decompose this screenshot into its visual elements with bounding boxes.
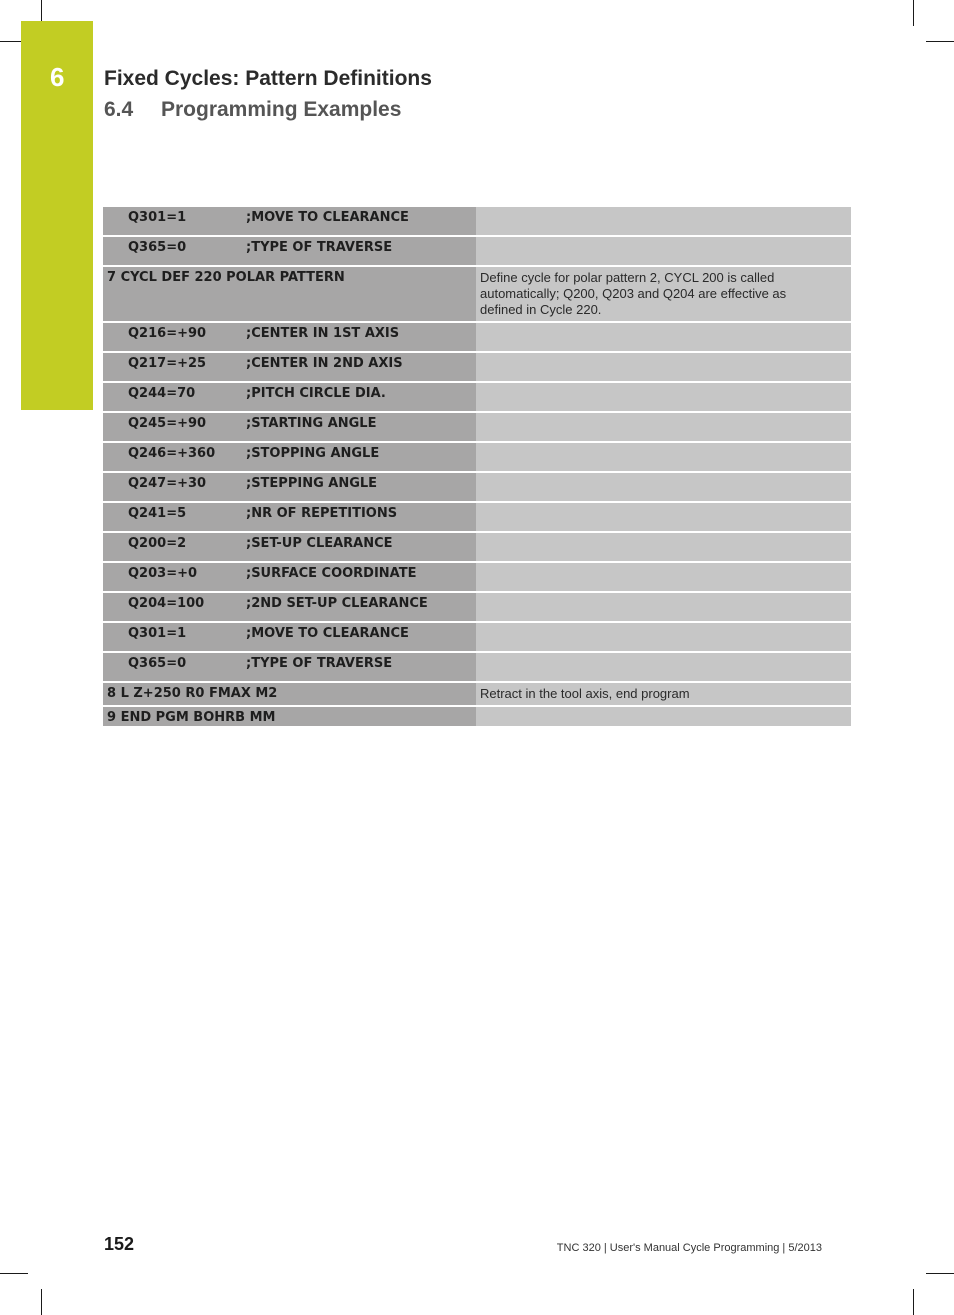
parameter-comment: ;SURFACE COORDINATE <box>246 566 417 581</box>
program-row <box>103 323 851 351</box>
parameter-name: Q241=5 <box>128 506 187 521</box>
description-cell <box>476 237 851 265</box>
program-row <box>103 267 851 321</box>
section-number: 6.4 <box>104 98 134 121</box>
code-cell <box>103 237 476 265</box>
code-cell <box>103 413 476 441</box>
code-cell <box>103 653 476 681</box>
parameter-comment: ;2ND SET-UP CLEARANCE <box>246 596 428 611</box>
parameter-name: Q203=+0 <box>128 566 198 581</box>
program-row <box>103 563 851 591</box>
code-cell <box>103 383 476 411</box>
program-row <box>103 533 851 561</box>
code-cell <box>103 353 476 381</box>
description-cell <box>476 323 851 351</box>
code-cell <box>103 443 476 471</box>
description-cell <box>476 473 851 501</box>
code-cell <box>103 323 476 351</box>
parameter-name: Q301=1 <box>128 210 187 225</box>
program-row <box>103 443 851 471</box>
description-cell <box>476 623 851 651</box>
section-title: Programming Examples <box>161 98 402 121</box>
parameter-name: Q247=+30 <box>128 476 207 491</box>
crop-mark <box>926 1273 954 1274</box>
parameter-comment: ;PITCH CIRCLE DIA. <box>246 386 386 401</box>
footer-text: TNC 320 | User's Manual Cycle Programming | 5/2013 <box>556 1242 822 1254</box>
parameter-comment: ;NR OF REPETITIONS <box>246 506 398 521</box>
program-row <box>103 383 851 411</box>
parameter-comment: ;MOVE TO CLEARANCE <box>246 210 409 225</box>
nc-program-table <box>103 205 851 728</box>
parameter-name: Q217=+25 <box>128 356 207 371</box>
code-cell <box>103 503 476 531</box>
description-cell <box>476 207 851 235</box>
parameter-comment: ;STOPPING ANGLE <box>246 446 380 461</box>
description-cell <box>476 563 851 591</box>
description-cell <box>476 383 851 411</box>
program-row <box>103 503 851 531</box>
description-cell <box>476 533 851 561</box>
program-row <box>103 683 851 705</box>
program-row <box>103 237 851 265</box>
parameter-name: Q200=2 <box>128 536 187 551</box>
parameter-comment: ;STEPPING ANGLE <box>246 476 378 491</box>
program-row <box>103 707 851 726</box>
parameter-name: Q245=+90 <box>128 416 207 431</box>
code-cell <box>103 563 476 591</box>
nc-block-code: 8 L Z+250 R0 FMAX M2 <box>103 683 476 705</box>
program-row <box>103 207 851 235</box>
chapter-number: 6 <box>50 62 65 92</box>
page-number: 152 <box>104 1234 135 1254</box>
parameter-comment: ;CENTER IN 2ND AXIS <box>246 356 403 371</box>
program-row <box>103 653 851 681</box>
code-cell <box>103 533 476 561</box>
crop-mark <box>913 0 914 26</box>
program-row <box>103 353 851 381</box>
description-cell <box>476 707 851 726</box>
parameter-name: Q365=0 <box>128 240 187 255</box>
parameter-name: Q301=1 <box>128 626 187 641</box>
description-cell <box>476 593 851 621</box>
description-cell: Define cycle for polar pattern 2, CYCL 200 is called automatically; Q200, Q203 and Q204 are effective as defined in Cycle 220. <box>476 267 851 321</box>
description-cell: Retract in the tool axis, end program <box>476 683 851 705</box>
code-cell <box>103 473 476 501</box>
parameter-comment: ;CENTER IN 1ST AXIS <box>246 326 400 341</box>
program-row <box>103 473 851 501</box>
parameter-comment: ;TYPE OF TRAVERSE <box>246 656 393 671</box>
description-cell <box>476 353 851 381</box>
description-cell <box>476 653 851 681</box>
parameter-name: Q365=0 <box>128 656 187 671</box>
parameter-name: Q244=70 <box>128 386 196 401</box>
parameter-comment: ;STARTING ANGLE <box>246 416 377 431</box>
parameter-name: Q216=+90 <box>128 326 207 341</box>
program-row <box>103 413 851 441</box>
parameter-comment: ;MOVE TO CLEARANCE <box>246 626 409 641</box>
code-cell <box>103 593 476 621</box>
crop-mark <box>926 41 954 42</box>
nc-block-code: 7 CYCL DEF 220 POLAR PATTERN <box>103 267 476 321</box>
parameter-comment: ;TYPE OF TRAVERSE <box>246 240 393 255</box>
description-cell <box>476 503 851 531</box>
description-cell <box>476 413 851 441</box>
parameter-name: Q246=+360 <box>128 446 216 461</box>
section-heading <box>104 98 401 122</box>
crop-mark <box>913 1289 914 1315</box>
code-cell <box>103 207 476 235</box>
code-cell <box>103 623 476 651</box>
nc-block-code: 9 END PGM BOHRB MM <box>103 707 476 726</box>
crop-mark <box>0 1273 28 1274</box>
program-row <box>103 623 851 651</box>
chapter-title: Fixed Cycles: Pattern Definitions <box>104 67 432 90</box>
parameter-name: Q204=100 <box>128 596 205 611</box>
parameter-comment: ;SET-UP CLEARANCE <box>246 536 393 551</box>
program-row <box>103 593 851 621</box>
crop-mark <box>41 1289 42 1315</box>
description-cell <box>476 443 851 471</box>
